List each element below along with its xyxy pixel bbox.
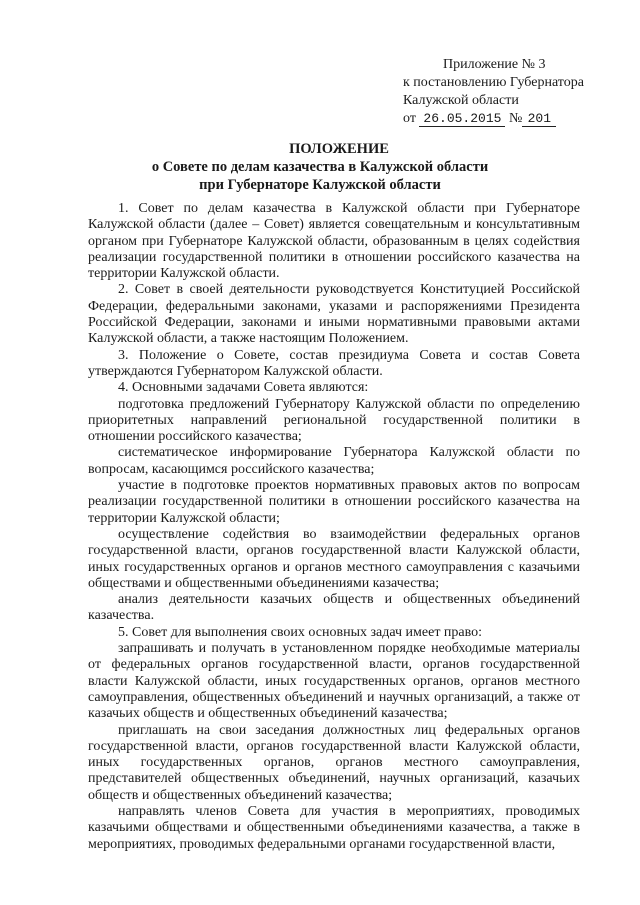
- appendix-number: Приложение № 3: [443, 57, 546, 72]
- document-title: [0, 140, 640, 194]
- paragraph-5: 5. Совет для выполнения своих основных задач имеет право:: [118, 624, 483, 640]
- paragraph-1: 1. Совет по делам казачества в Калужской области при Губернаторе Калужской области (далее – Совет) является совещательным и консультативным органом при Губернаторе Калужской области, образованным в целях содействия реализации государственной политики в отношении российского казачества на территории Калужской области.: [88, 201, 580, 282]
- title-subline-2: при Губернаторе Калужской области: [199, 177, 441, 193]
- right-item-2: приглашать на свои заседания должностных лиц федеральных органов государственной власти, органов государственной власти Калужской области, иных государственных органов, органов местного самоуправления, представителей общественных объединений, научных организаций, казачьих обществ и общественных объединений казачества;: [88, 722, 580, 803]
- decree-number: 201: [522, 111, 556, 127]
- right-item-3: направлять членов Совета для участия в мероприятиях, проводимых казачьими обществами и общественными объединениями казачества, а также в мероприятиях, проводимых федеральными органами государственной власти,: [88, 803, 580, 852]
- decree-date: 26.05.2015: [419, 111, 505, 127]
- task-item-2: систематическое информирование Губернатора Калужской области по вопросам, касающимся российского казачества;: [88, 445, 580, 477]
- paragraph-2: 2. Совет в своей деятельности руководствуется Конституцией Российской Федерации, федеральными законами, указами и распоряжениями Президента Российской Федерации, законами и иными нормативными правовыми актами Калужской области, а также настоящим Положением.: [88, 282, 580, 347]
- title-heading: ПОЛОЖЕНИЕ: [289, 141, 389, 157]
- paragraph-3: 3. Положение о Совете, состав президиума Совета и состав Совета утверждаются Губернатором Калужской области.: [88, 347, 580, 379]
- appendix-decree-ref: к постановлению Губернатора: [403, 75, 584, 90]
- task-item-4: осуществление содействия во взаимодействии федеральных органов государственной власти, органов государственной власти Калужской области, иных государственных органов и органов местного самоуправления с казачьими обществами и общественными объединениями казачества;: [88, 526, 580, 591]
- date-prefix: от: [403, 111, 416, 126]
- title-subline-1: о Совете по делам казачества в Калужской области: [151, 159, 489, 175]
- task-item-5: анализ деятельности казачьих обществ и общественных объединений казачества.: [88, 592, 580, 624]
- document-body: [88, 201, 580, 853]
- task-item-3: участие в подготовке проектов нормативных правовых актов по вопросам реализации государственной политики в отношении российского казачества на территории Калужской области;: [88, 478, 580, 526]
- appendix-header: [403, 56, 584, 128]
- paragraph-4: 4. Основными задачами Совета являются:: [118, 380, 369, 396]
- right-item-1: запрашивать и получать в установленном порядке необходимые материалы от федеральных органов государственной власти, органов государственной власти Калужской области, иных государственных органов, органов местного самоуправления, общественных объединений и научных организаций, а также от казачьих обществ и общественных объединений казачества;: [88, 641, 580, 722]
- number-prefix: №: [508, 111, 523, 126]
- task-item-1: подготовка предложений Губернатору Калужской области по определению приоритетных направлений региональной государственной политики в отношении российского казачества;: [88, 396, 580, 445]
- appendix-region: Калужской области: [403, 93, 519, 108]
- appendix-date-line: [403, 110, 584, 128]
